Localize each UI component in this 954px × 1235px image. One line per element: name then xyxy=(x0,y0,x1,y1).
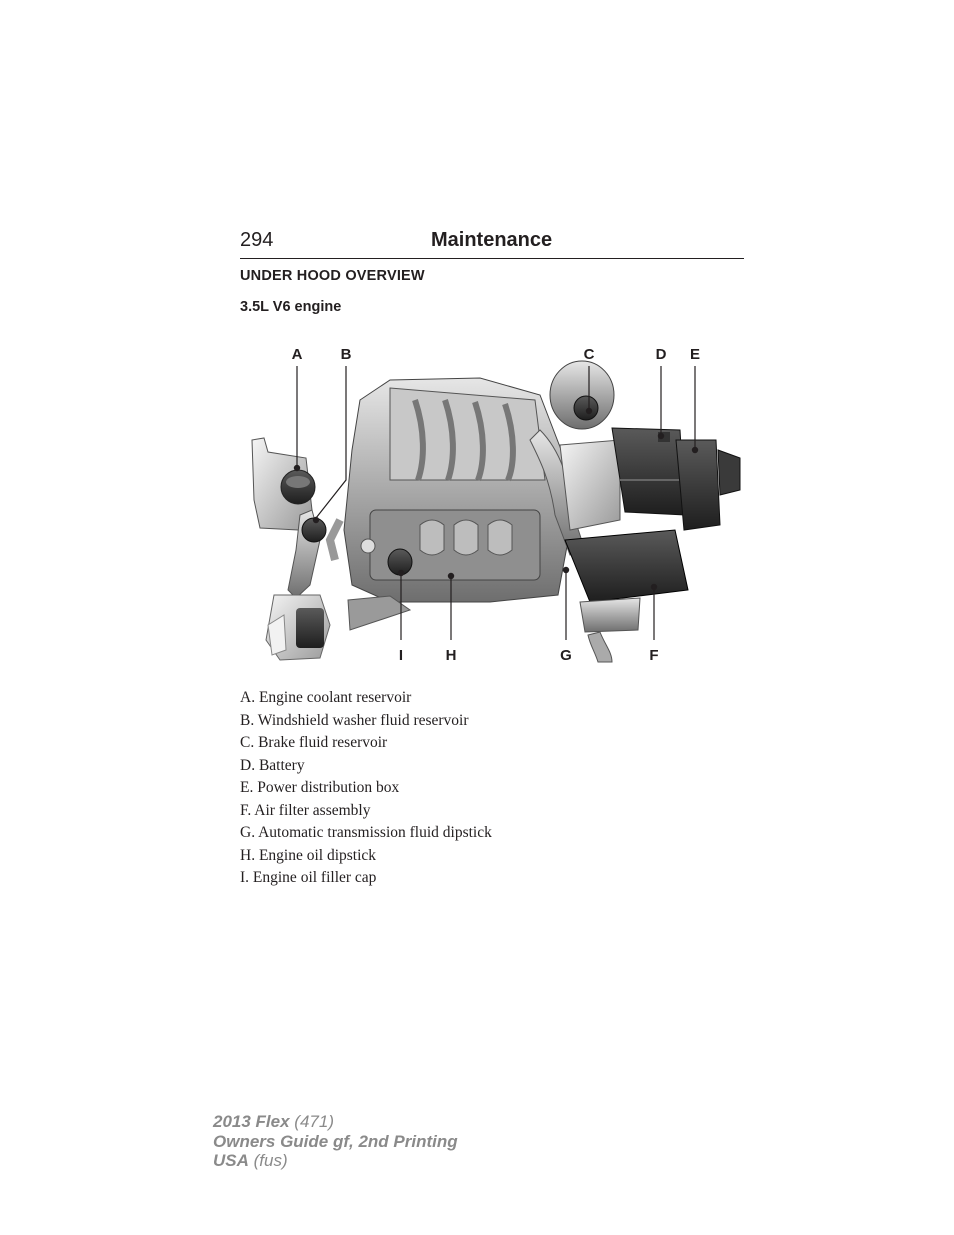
footer-market: USA xyxy=(213,1151,249,1170)
footer-model: 2013 Flex xyxy=(213,1112,290,1131)
legend-item: C. Brake fluid reservoir xyxy=(240,734,388,751)
battery-shape xyxy=(612,428,685,515)
callout-b: B xyxy=(340,346,352,363)
washer-reservoir-shape xyxy=(266,510,330,660)
document-footer xyxy=(213,1112,458,1171)
page-header xyxy=(240,228,744,259)
engine-diagram xyxy=(240,340,742,668)
legend-item: E. Power distribution box xyxy=(240,779,400,796)
callout-e: E xyxy=(689,346,701,363)
footer-market-code: (fus) xyxy=(253,1151,288,1170)
engine-illustration xyxy=(240,340,742,668)
legend-item: F. Air filter assembly xyxy=(240,801,371,819)
page-number: 294 xyxy=(240,229,274,251)
legend-item: I. Engine oil filler cap xyxy=(240,869,377,886)
legend-item: B. Windshield washer fluid reservoir xyxy=(240,711,469,729)
legend-item: D. Battery xyxy=(240,756,305,774)
footer-model-code: (471) xyxy=(294,1112,334,1131)
footer-guide: Owners Guide gf, 2nd Printing xyxy=(213,1131,458,1151)
callout-g: G xyxy=(560,647,572,664)
callout-d: D xyxy=(655,346,667,363)
callout-f: F xyxy=(649,647,659,664)
legend-item: G. Automatic transmission fluid dipstick xyxy=(240,824,492,841)
air-filter-assembly-shape xyxy=(565,530,688,662)
engine-subheading: 3.5L V6 engine xyxy=(240,299,342,315)
section-heading: UNDER HOOD OVERVIEW xyxy=(240,268,425,284)
legend-item: A. Engine coolant reservoir xyxy=(240,689,412,706)
engine-block-shape xyxy=(330,378,570,630)
power-distribution-box-shape xyxy=(676,440,740,530)
callout-c: C xyxy=(583,346,595,363)
callout-i: I xyxy=(398,647,404,664)
callout-h: H xyxy=(445,647,457,664)
page-title: Maintenance xyxy=(431,229,553,251)
component-legend xyxy=(240,688,492,891)
legend-item: H. Engine oil dipstick xyxy=(240,846,377,864)
callout-a: A xyxy=(291,346,303,363)
